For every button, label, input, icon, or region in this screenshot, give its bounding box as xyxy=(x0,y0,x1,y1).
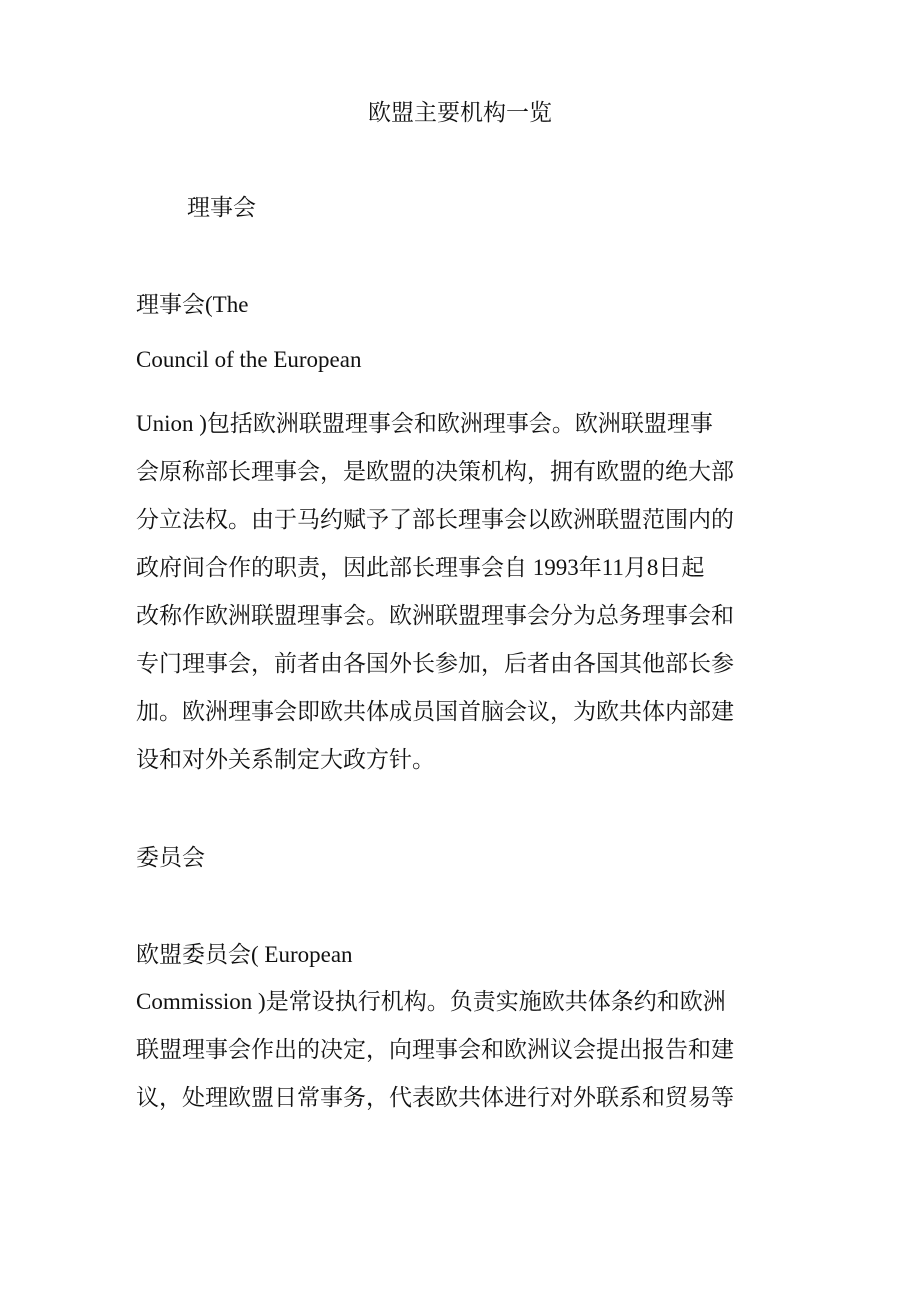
paragraph-line: 议，处理欧盟日常事务，代表欧共体进行对外联系和贸易等 xyxy=(136,1085,734,1110)
paragraph-line: 加。欧洲理事会即欧共体成员国首脑会议，为欧共体内部建 xyxy=(136,699,734,724)
paragraph-line: 联盟理事会作出的决定，向理事会和欧洲议会提出报告和建 xyxy=(136,1037,734,1062)
paragraph-line: Council of the European xyxy=(136,347,362,372)
paragraph-line: 设和对外关系制定大政方针。 xyxy=(136,747,435,772)
paragraph-line: 分立法权。由于马约赋予了部长理事会以欧洲联盟范围内的 xyxy=(136,507,734,532)
paragraph-line: 改称作欧洲联盟理事会。欧洲联盟理事会分为总务理事会和 xyxy=(136,603,734,628)
paragraph-line: 会原称部长理事会，是欧盟的决策机构，拥有欧盟的绝大部 xyxy=(136,459,734,484)
section-heading-commission: 委员会 xyxy=(136,845,205,870)
page-title: 欧盟主要机构一览 xyxy=(368,100,552,125)
paragraph-line: 专门理事会，前者由各国外长参加，后者由各国其他部长参 xyxy=(136,651,734,676)
paragraph-line: 理事会(The xyxy=(136,292,249,317)
paragraph-line: 欧盟委员会( European xyxy=(136,942,353,967)
section-heading-council: 理事会 xyxy=(187,195,256,220)
paragraph-line: Union )包括欧洲联盟理事会和欧洲理事会。欧洲联盟理事 xyxy=(136,411,713,436)
paragraph-line: 政府间合作的职责，因此部长理事会自 1993年11月8日起 xyxy=(136,555,705,580)
paragraph-line: Commission )是常设执行机构。负责实施欧共体条约和欧洲 xyxy=(136,989,726,1014)
